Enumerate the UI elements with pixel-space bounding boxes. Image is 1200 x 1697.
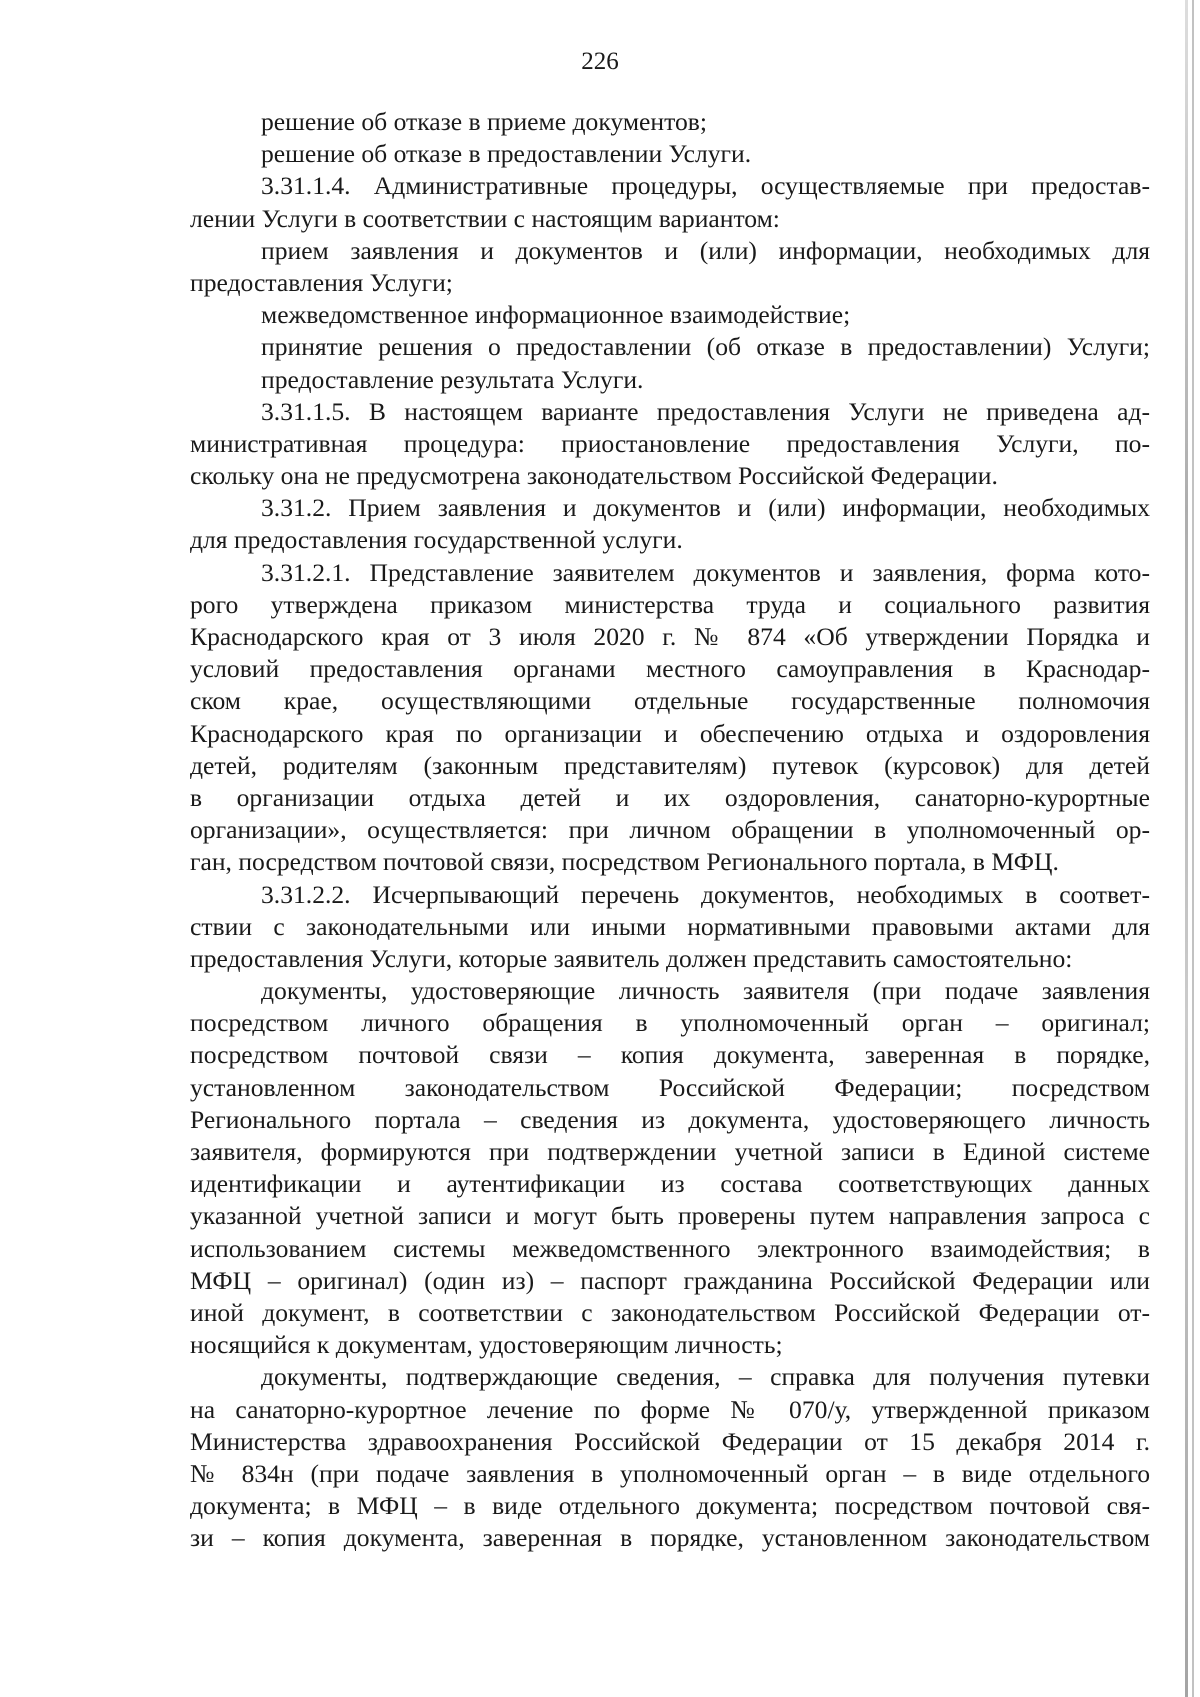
text-line: ствии с законодательными или иными нормативными правовыми актами для <box>190 911 1150 941</box>
text-line: решение об отказе в предоставлении Услуги. <box>261 139 752 169</box>
text-line: ган, посредством почтовой связи, посредством Регионального портала, в МФЦ. <box>190 847 1059 877</box>
text-line: документы, удостоверяющие личность заявителя (при подаче заявления <box>261 976 1150 1006</box>
text-line: идентификации и аутентификации из состава соответствующих данных <box>190 1169 1150 1199</box>
text-line: документа; в МФЦ – в виде отдельного документа; посредством почтовой свя- <box>190 1491 1150 1521</box>
text-line: 3.31.2.2. Исчерпывающий перечень документов, необходимых в соответ- <box>261 879 1150 909</box>
text-line: организации», осуществляется: при личном обращении в уполномоченный ор- <box>190 815 1150 845</box>
text-line: № 834н (при подаче заявления в уполномоченный орган – в виде отдельного <box>190 1458 1150 1488</box>
text-line: иной документ, в соответствии с законодательством Российской Федерации от- <box>190 1297 1150 1327</box>
text-line: решение об отказе в приеме документов; <box>261 107 707 136</box>
text-line: Краснодарского края от 3 июля 2020 г. № 874 «Об утверждении Порядка и <box>190 622 1150 651</box>
text-line: установленном законодательством Российской Федерации; посредством <box>190 1072 1150 1102</box>
text-line: Министерства здравоохранения Российской Федерации от 15 декабря 2014 г. <box>190 1426 1150 1456</box>
text-line: принятие решения о предоставлении (об отказе в предоставлении) Услуги; <box>261 332 1150 362</box>
text-line: межведомственное информационное взаимодействие; <box>261 300 851 330</box>
text-line: Краснодарского края по организации и обеспечению отдыха и оздоровления <box>190 718 1150 748</box>
text-line: в организации отдыха детей и их оздоровления, санаторно-курортные <box>190 782 1150 812</box>
text-line: для предоставления государственной услуги. <box>190 525 683 555</box>
text-line: 3.31.2.1. Представление заявителем документов и заявления, форма кото- <box>261 557 1150 587</box>
text-line: документы, подтверждающие сведения, – справка для получения путевки <box>261 1362 1150 1392</box>
document-body <box>190 106 1150 1554</box>
text-line: рого утверждена приказом министерства труда и социального развития <box>190 589 1150 619</box>
text-line: Регионального портала – сведения из документа, удостоверяющего личность <box>190 1104 1150 1134</box>
text-line: лении Услуги в соответствии с настоящим вариантом: <box>190 203 780 233</box>
text-line: предоставления Услуги; <box>190 267 453 297</box>
text-line: зи – копия документа, заверенная в порядке, установленном законодательством <box>190 1523 1150 1553</box>
text-line: носящийся к документам, удостоверяющим личность; <box>190 1330 783 1360</box>
text-line: посредством почтовой связи – копия документа, заверенная в порядке, <box>190 1040 1150 1070</box>
text-line: ском крае, осуществляющими отдельные государственные полномочия <box>190 686 1150 716</box>
text-line: заявителя, формируются при подтверждении учетной записи в Единой системе <box>190 1137 1150 1166</box>
text-line: скольку она не предусмотрена законодательством Российской Федерации. <box>190 461 998 491</box>
text-line: посредством личного обращения в уполномоченный орган – оригинал; <box>190 1008 1150 1038</box>
text-line: министративная процедура: приостановление предоставления Услуги, по- <box>190 428 1150 458</box>
scan-edge-line <box>1192 0 1194 1697</box>
text-line: предоставление результата Услуги. <box>261 364 644 394</box>
text-line: детей, родителям (законным представителям) путевок (курсовок) для детей <box>190 750 1150 780</box>
text-line: на санаторно-курортное лечение по форме № 070/у, утвержденной приказом <box>190 1394 1150 1424</box>
text-line: МФЦ – оригинал) (один из) – паспорт гражданина Российской Федерации или <box>190 1265 1150 1295</box>
text-line: прием заявления и документов и (или) информации, необходимых для <box>261 235 1150 265</box>
text-line: указанной учетной записи и могут быть проверены путем направления запроса с <box>190 1201 1150 1231</box>
text-line: 3.31.1.4. Административные процедуры, осуществляемые при предостав- <box>261 171 1150 201</box>
text-line: предоставления Услуги, которые заявитель должен представить самостоятельно: <box>190 943 1073 973</box>
text-line: использованием системы межведомственного электронного взаимодействия; в <box>190 1233 1150 1263</box>
text-line: 3.31.1.5. В настоящем варианте предоставления Услуги не приведена ад- <box>261 396 1150 426</box>
text-line: условий предоставления органами местного самоуправления в Краснодар- <box>190 654 1150 684</box>
page-number: 226 <box>581 48 619 75</box>
text-line: 3.31.2. Прием заявления и документов и (или) информации, необходимых <box>261 493 1150 523</box>
scan-edge-shadow <box>1185 0 1188 1697</box>
